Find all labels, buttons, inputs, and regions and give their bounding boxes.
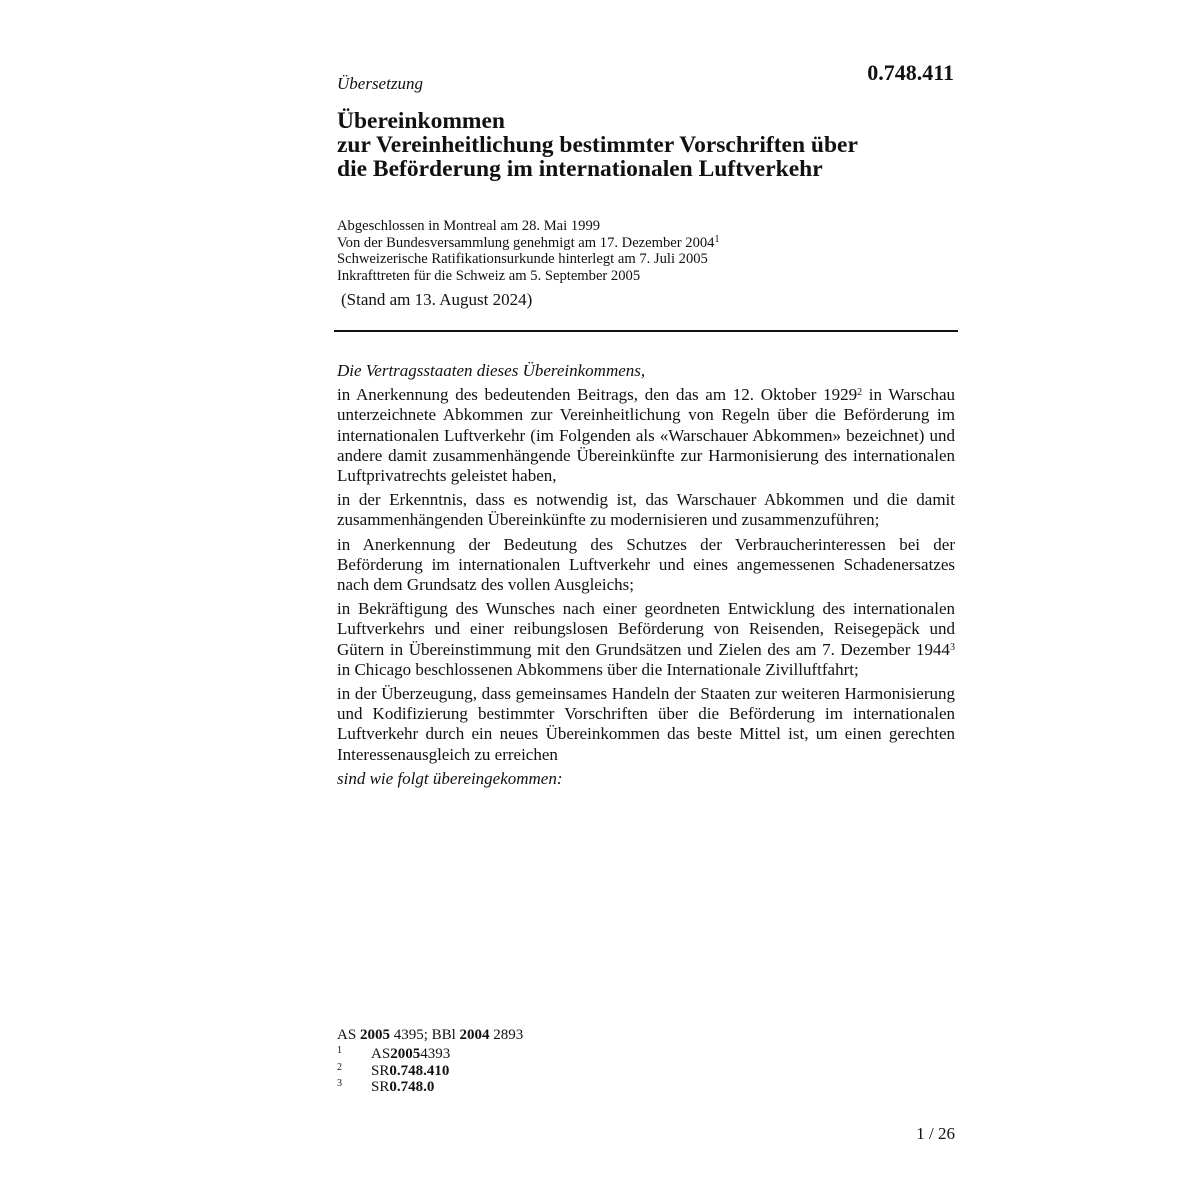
translation-label: Übersetzung bbox=[337, 74, 423, 93]
preamble-closing: sind wie folgt übereingekommen: bbox=[337, 768, 563, 788]
title-line-3: die Beförderung im internationalen Luftverkehr bbox=[337, 156, 823, 182]
status-date: (Stand am 13. August 2024) bbox=[341, 290, 533, 309]
source-reference: AS 2005 4395; BBl 2004 2893 bbox=[337, 1027, 524, 1043]
footnote-3: 3 SR 0.748.0 bbox=[337, 1078, 435, 1095]
preamble-paragraph-3: in Anerkennung der Bedeutung des Schutzes der Verbraucherinteressen bei der Beförderung im internationalen Luftverkehr und eines angemessenen Schadenersatzes nach dem Grundsatz des vollen Ausgleichs; bbox=[337, 534, 955, 595]
concluded-date: Abgeschlossen in Montreal am 28. Mai 1999 bbox=[337, 218, 601, 234]
divider bbox=[334, 330, 958, 332]
title-line-1: Übereinkommen bbox=[337, 108, 505, 134]
footnote-1: 1 AS 2005 4393 bbox=[337, 1045, 451, 1062]
footnote-ref-3[interactable]: 3 bbox=[950, 641, 955, 653]
in-force-date: Inkrafttreten für die Schweiz am 5. September 2005 bbox=[337, 267, 641, 284]
footnote-2: 2 SR 0.748.410 bbox=[337, 1061, 450, 1079]
title-line-2: zur Vereinheitlichung bestimmter Vorschriften über bbox=[337, 132, 858, 158]
preamble bbox=[337, 361, 955, 793]
document-metadata bbox=[337, 218, 719, 284]
page-number: 1 / 26 bbox=[916, 1124, 955, 1143]
preamble-paragraph-4: in Bekräftigung des Wunsches nach einer geordneten Entwicklung des internationalen Luftverkehrs und einer reibungslosen Beförderung von Reisenden, Reisegepäck und Gütern in Übereinstimmung mit den Grundsätzen und Zielen des am 7. Dezember 1944$^3$ in Chicago beschlossenen Abkommens über die Internationale Zivilluftfahrt; bbox=[337, 599, 955, 679]
preamble-paragraph-1: in Anerkennung des bedeutenden Beitrags, den das am 12. Oktober 1929$^2$ in Warschau unterzeichnete Abkommen zur Vereinheitlichung von Regeln über die Beförderung im internationalen Luftverkehr (im Folgenden als «Warschauer Abkommen» bezeichnet) und andere damit zusammenhängende Übereinkünfte zur Harmonisierung des internationalen Luftprivatrechts geleistet haben, bbox=[337, 385, 956, 486]
approval-date: Von der Bundesversammlung genehmigt am 17. Dezember 2004$^1$ bbox=[337, 233, 720, 251]
preamble-intro: Die Vertragsstaaten dieses Übereinkommens, bbox=[337, 361, 646, 380]
ratification-date: Schweizerische Ratifikationsurkunde hinterlegt am 7. Juli 2005 bbox=[337, 251, 708, 267]
sr-number: 0.748.411 bbox=[867, 60, 954, 85]
document-title bbox=[337, 109, 858, 181]
preamble-paragraph-5: in der Überzeugung, dass gemeinsames Handeln der Staaten zur weiteren Harmonisierung und Kodifizierung bestimmter Vorschriften über die Beförderung im internationalen Luftverkehr durch ein neues Übereinkommen das beste Mittel ist, um einen gerechten Interessenausgleich zu erreichen bbox=[337, 684, 955, 764]
preamble-paragraph-2: in der Erkenntnis, dass es notwendig ist, das Warschauer Abkommen und die damit zusammenhängenden Übereinkünfte zu modernisieren und zusammenzuführen; bbox=[337, 490, 955, 530]
footnotes bbox=[337, 1046, 450, 1096]
footnote-ref-2[interactable]: 2 bbox=[857, 387, 863, 399]
footnote-ref-1[interactable]: 1 bbox=[714, 233, 720, 245]
